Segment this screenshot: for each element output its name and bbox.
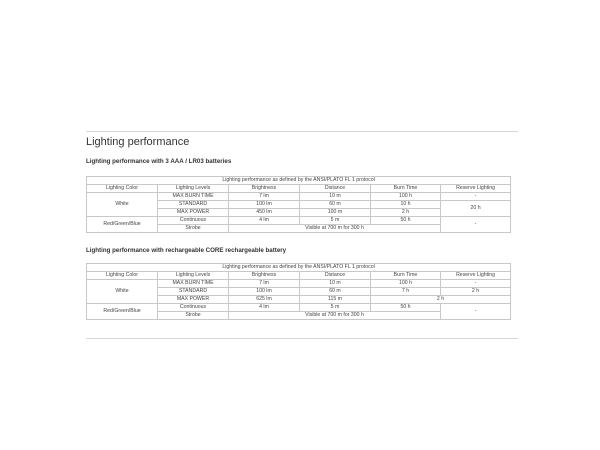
distance-cell: 60 m — [300, 288, 371, 296]
column-header: Lighting Levels — [158, 272, 229, 280]
column-header: Distance — [300, 272, 371, 280]
burn-time-cell: 50 h — [371, 217, 441, 225]
table-header-row — [87, 185, 511, 193]
level-cell: MAX POWER — [158, 209, 229, 217]
reserve-cell: 2 h — [441, 288, 511, 296]
table-row — [87, 217, 511, 225]
burn-time-cell: 100 h — [371, 280, 441, 288]
distance-cell: 5 m — [300, 304, 371, 312]
column-header: Lighting Color — [87, 185, 158, 193]
distance-cell: 10 m — [300, 280, 371, 288]
distance-cell: 60 m — [300, 201, 371, 209]
column-header: Brightness — [229, 272, 300, 280]
table-caption-row — [87, 264, 511, 272]
burn-time-cell: 7 h — [371, 288, 441, 296]
column-header: Lighting Levels — [158, 185, 229, 193]
brightness-cell: 450 lm — [229, 209, 300, 217]
color-cell-rgb: Red/Green/Blue — [87, 304, 158, 320]
table-caption: Lighting performance as defined by the ANSI/PLATO FL 1 protocol — [87, 264, 511, 272]
reserve-cell: 20 h — [441, 201, 511, 217]
color-cell-white: White — [87, 193, 158, 217]
table-caption: Lighting performance as defined by the ANSI/PLATO FL 1 protocol — [87, 177, 511, 185]
reserve-cell: - — [441, 280, 511, 288]
distance-cell: 5 m — [300, 217, 371, 225]
column-header: Reserve Lighting — [441, 272, 511, 280]
performance-table-rechargeable — [86, 263, 511, 320]
reserve-cell: - — [441, 193, 511, 201]
table-row — [87, 280, 511, 288]
column-header: Distance — [300, 185, 371, 193]
level-cell: MAX BURN TIME — [158, 193, 229, 201]
brightness-cell: 7 lm — [229, 280, 300, 288]
page-title: Lighting performance — [86, 136, 190, 148]
level-cell: Strobe — [158, 225, 229, 233]
top-divider — [86, 131, 518, 132]
section-heading-rechargeable: Lighting performance with rechargeable CORE rechargeable battery — [86, 247, 287, 254]
column-header: Burn Time — [371, 272, 441, 280]
burn-reserve-cell: 2 h — [371, 296, 511, 304]
brightness-cell: 7 lm — [229, 193, 300, 201]
level-cell: Continuous — [158, 304, 229, 312]
table-header-row — [87, 272, 511, 280]
color-cell-rgb: Red/Green/Blue — [87, 217, 158, 233]
level-cell: STANDARD — [158, 288, 229, 296]
strobe-note-cell: Visible at 700 m for 300 h — [229, 312, 441, 320]
reserve-cell: - — [441, 217, 511, 233]
column-header: Lighting Color — [87, 272, 158, 280]
level-cell: STANDARD — [158, 201, 229, 209]
reserve-cell: - — [441, 304, 511, 320]
brightness-cell: 100 lm — [229, 201, 300, 209]
performance-table-batteries — [86, 176, 511, 233]
burn-time-cell: 50 h — [371, 304, 441, 312]
table-caption-row — [87, 177, 511, 185]
table-row — [87, 304, 511, 312]
level-cell: Continuous — [158, 217, 229, 225]
level-cell: MAX BURN TIME — [158, 280, 229, 288]
brightness-cell: 625 lm — [229, 296, 300, 304]
column-header: Brightness — [229, 185, 300, 193]
distance-cell: 10 m — [300, 193, 371, 201]
table-row — [87, 193, 511, 201]
brightness-cell: 4 lm — [229, 217, 300, 225]
burn-time-cell: 2 h — [371, 209, 441, 217]
level-cell: MAX POWER — [158, 296, 229, 304]
distance-cell: 115 m — [300, 296, 371, 304]
section-heading-batteries: Lighting performance with 3 AAA / LR03 batteries — [86, 158, 232, 165]
burn-time-cell: 100 h — [371, 193, 441, 201]
strobe-note-cell: Visible at 700 m for 300 h — [229, 225, 441, 233]
color-cell-white: White — [87, 280, 158, 304]
distance-cell: 100 m — [300, 209, 371, 217]
brightness-cell: 100 lm — [229, 288, 300, 296]
column-header: Reserve Lighting — [441, 185, 511, 193]
burn-time-cell: 10 h — [371, 201, 441, 209]
column-header: Burn Time — [371, 185, 441, 193]
level-cell: Strobe — [158, 312, 229, 320]
brightness-cell: 4 lm — [229, 304, 300, 312]
bottom-divider — [86, 338, 518, 339]
